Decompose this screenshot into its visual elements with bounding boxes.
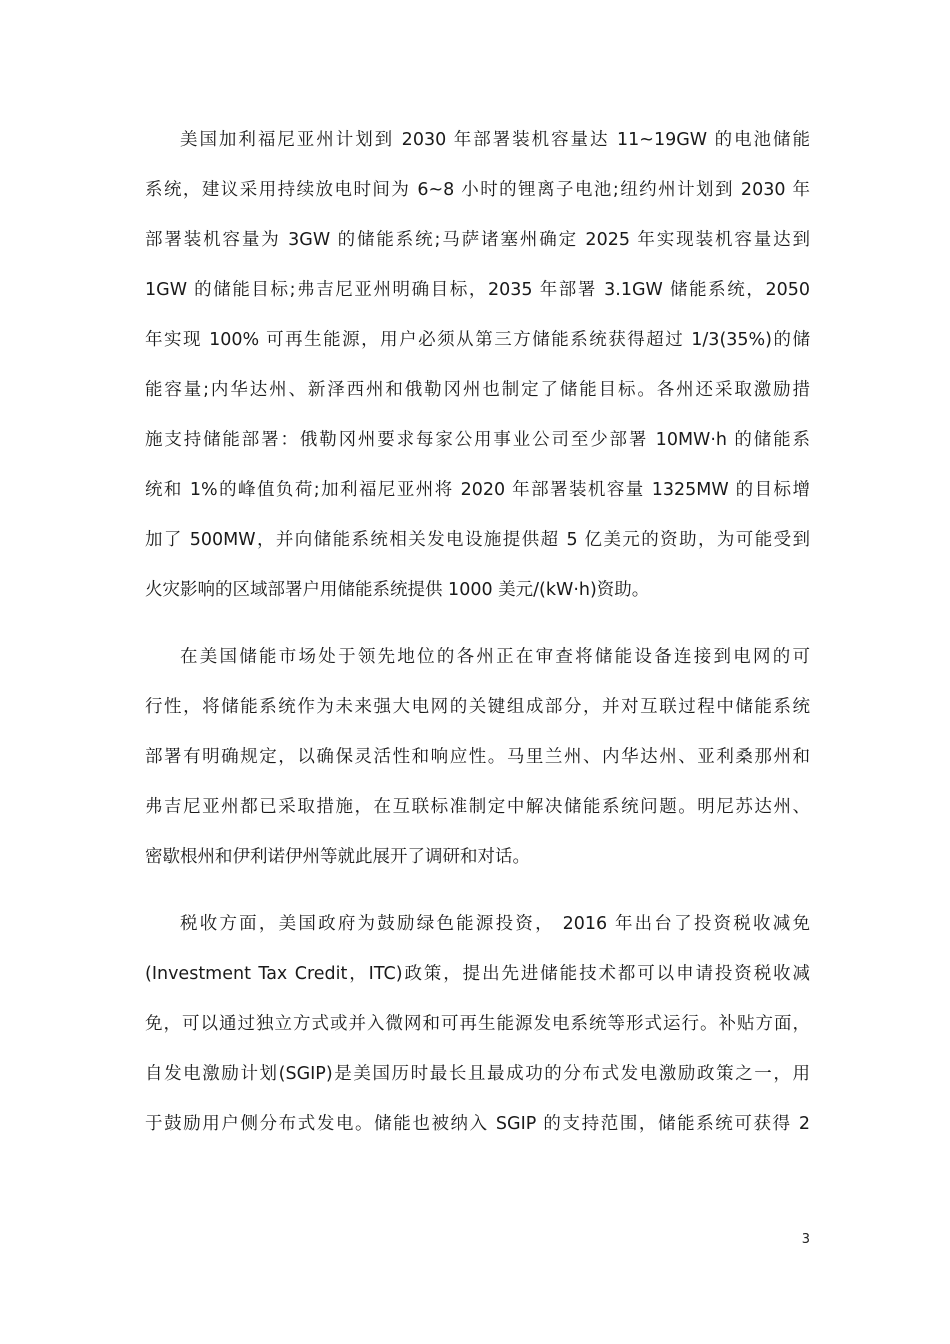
text-line: 密歇根州和伊利诺伊州等就此展开了调研和对话。 xyxy=(145,847,530,867)
document-body xyxy=(145,115,810,1149)
paragraph-grid-interconnection xyxy=(145,632,810,882)
text-line: 在美国储能市场处于领先地位的各州正在审查将储能设备连接到电网的可 xyxy=(180,647,810,667)
text-line: 火灾影响的区域部署户用储能系统提供 1000 美元/(kW·h)资助。 xyxy=(145,580,650,600)
page-number: 3 xyxy=(801,1232,810,1247)
text-line: 年实现 100% 可再生能源，用户必须从第三方储能系统获得超过 1/3(35%)的储 xyxy=(145,330,810,350)
text-line: 税收方面，美国政府为鼓励绿色能源投资， 2016 年出台了投资税收减免 xyxy=(180,914,810,934)
text-line: 部署有明确规定，以确保灵活性和响应性。马里兰州、内华达州、亚利桑那州和 xyxy=(145,747,810,767)
paragraph-state-targets xyxy=(145,115,810,615)
paragraph-gap xyxy=(145,615,810,632)
text-line: 加了 500MW，并向储能系统相关发电设施提供超 5 亿美元的资助，为可能受到 xyxy=(145,530,810,550)
text-line: 免，可以通过独立方式或并入微网和可再生能源发电系统等形式运行。补贴方面， xyxy=(145,1014,810,1034)
text-line: 于鼓励用户侧分布式发电。储能也被纳入 SGIP 的支持范围，储能系统可获得 2 xyxy=(145,1114,810,1134)
text-line: 自发电激励计划(SGIP)是美国历时最长且最成功的分布式发电激励政策之一，用 xyxy=(145,1064,810,1084)
text-line: 部署装机容量为 3GW 的储能系统;马萨诸塞州确定 2025 年实现装机容量达到 xyxy=(145,230,810,250)
text-line: (Investment Tax Credit，ITC)政策，提出先进储能技术都可以申请投资税收减 xyxy=(145,964,810,984)
paragraph-tax-subsidy xyxy=(145,899,810,1149)
text-line: 美国加利福尼亚州计划到 2030 年部署装机容量达 11~19GW 的电池储能 xyxy=(180,130,810,150)
text-line: 施支持储能部署：俄勒冈州要求每家公用事业公司至少部署 10MW·h 的储能系 xyxy=(145,430,810,450)
paragraph-gap xyxy=(145,882,810,899)
text-line: 行性，将储能系统作为未来强大电网的关键组成部分，并对互联过程中储能系统 xyxy=(145,697,810,717)
text-line: 弗吉尼亚州都已采取措施，在互联标准制定中解决储能系统问题。明尼苏达州、 xyxy=(145,797,810,817)
text-line: 系统，建议采用持续放电时间为 6~8 小时的锂离子电池;纽约州计划到 2030 年 xyxy=(145,180,810,200)
text-line: 1GW 的储能目标;弗吉尼亚州明确目标，2035 年部署 3.1GW 储能系统，2050 xyxy=(145,280,810,300)
text-line: 能容量;内华达州、新泽西州和俄勒冈州也制定了储能目标。各州还采取激励措 xyxy=(145,380,810,400)
text-line: 统和 1%的峰值负荷;加利福尼亚州将 2020 年部署装机容量 1325MW 的目标增 xyxy=(145,480,810,500)
